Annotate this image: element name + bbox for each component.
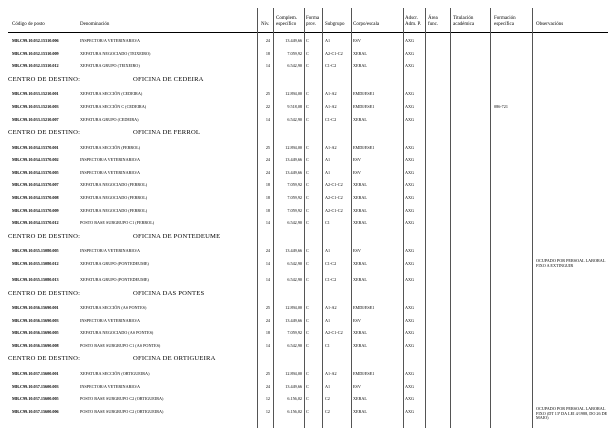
office-name: OFICINA DE ORTIGUEIRA bbox=[133, 355, 216, 363]
col-adscr-header-1: Adscr. bbox=[405, 16, 418, 21]
col-formacion-header-2: específica bbox=[494, 22, 514, 27]
cell-form: C bbox=[306, 207, 309, 213]
cell-subgroup: C1 bbox=[325, 342, 330, 348]
cell-code: MR.C99.10.037.15600.005 bbox=[12, 396, 59, 402]
cell-name: XEFATURA GRUPO (TEIXEIRO) bbox=[80, 63, 140, 69]
cell-level: 25 bbox=[265, 91, 270, 97]
col-titulacion-header-2: académica bbox=[453, 22, 475, 27]
column-divider bbox=[304, 8, 305, 428]
cell-code: MR.C99.10.032.15310.012 bbox=[12, 63, 59, 69]
column-divider bbox=[273, 8, 274, 428]
cell-body: EMDI/ESE1 bbox=[353, 103, 375, 109]
cell-form: C bbox=[306, 50, 309, 56]
cell-name: POSTO BASE SUBGRUPO C1 (AS PONTES) bbox=[80, 342, 161, 348]
cell-adscr: AXG bbox=[405, 342, 415, 348]
cell-adscr: AXG bbox=[405, 396, 415, 402]
cell-complement: 7.059,92 bbox=[287, 207, 302, 213]
table-row bbox=[0, 315, 615, 328]
center-label: CENTRO DE DESTINO: bbox=[8, 289, 81, 297]
cell-code: MR.C99.10.035.15080.005 bbox=[12, 248, 59, 254]
cell-complement: 6.542,90 bbox=[287, 260, 302, 266]
cell-code: MR.C99.10.037.15600.003 bbox=[12, 383, 59, 389]
cell-form: C bbox=[306, 182, 309, 188]
cell-complement: 12.894,00 bbox=[285, 370, 302, 376]
cell-name: INSPECTOR/A VETERINARIO/A bbox=[80, 317, 140, 323]
cell-body: XERAL bbox=[353, 342, 367, 348]
cell-name: XEFATURA NEGOCIADO (AS PONTES) bbox=[80, 330, 154, 336]
cell-code: MR.C99.10.037.15600.001 bbox=[12, 370, 59, 376]
cell-subgroup: C2 bbox=[325, 408, 330, 414]
cell-body: ESV bbox=[353, 383, 361, 389]
section-heading bbox=[8, 75, 204, 83]
cell-complement: 6.542,90 bbox=[287, 220, 302, 226]
cell-body: XERAL bbox=[353, 182, 367, 188]
cell-complement: 7.059,92 bbox=[287, 195, 302, 200]
table-row bbox=[0, 114, 615, 127]
table-row bbox=[0, 274, 615, 287]
cell-name: POSTO BASE SUBGRUPO C2 (ORTIGUEIRA) bbox=[80, 396, 164, 402]
cell-level: 18 bbox=[265, 207, 270, 213]
cell-body: XERAL bbox=[353, 220, 367, 226]
cell-form: C bbox=[306, 305, 309, 310]
col-forma-header-1: Forma bbox=[306, 16, 320, 21]
cell-body: XERAL bbox=[353, 276, 367, 282]
cell-body: EMDI/ESE1 bbox=[353, 91, 375, 97]
cell-name: INSPECTOR/A VETERINARIO/A bbox=[80, 38, 140, 43]
table-row bbox=[0, 192, 615, 205]
cell-adscr: AXG bbox=[405, 220, 415, 226]
table-header bbox=[0, 11, 615, 33]
col-observacions-header: Observacións bbox=[536, 22, 564, 27]
cell-subgroup: A2-C1-C2 bbox=[325, 50, 343, 56]
column-divider bbox=[351, 8, 352, 428]
cell-code: MR.C99.10.035.15080.012 bbox=[12, 260, 59, 266]
cell-level: 14 bbox=[265, 260, 270, 266]
table-row bbox=[0, 142, 615, 155]
column-divider bbox=[322, 8, 323, 428]
table-row bbox=[0, 179, 615, 192]
cell-body: XERAL bbox=[353, 50, 367, 56]
cell-name: XEFATURA NEGOCIADO (FERROL) bbox=[80, 207, 148, 213]
cell-complement: 7.059,92 bbox=[287, 182, 302, 188]
cell-subgroup: A2-C1-C2 bbox=[325, 207, 343, 213]
cell-name: POSTO BASE SUBGRUPO C2 (ORTIGUEIRA) bbox=[80, 408, 164, 414]
cell-adscr: AXG bbox=[405, 317, 415, 323]
cell-name: XEFATURA GRUPO (CEDEIRA) bbox=[80, 116, 139, 122]
cell-code: MR.C99.10.033.15210.001 bbox=[12, 91, 59, 97]
cell-name: XEFATURA NEGOCIADO (FERROL) bbox=[80, 195, 148, 200]
table-row bbox=[0, 381, 615, 394]
cell-form: C bbox=[306, 220, 309, 226]
cell-subgroup: A1-A2 bbox=[325, 91, 337, 97]
cell-code: MR.C99.10.036.15690.005 bbox=[12, 330, 59, 336]
col-formacion-header-1: Formación bbox=[494, 16, 516, 21]
cell-code: MR.C99.10.037.15600.006 bbox=[12, 408, 59, 414]
col-subgrupo-header: Subgrupo bbox=[325, 22, 345, 27]
cell-subgroup: C1-C2 bbox=[325, 276, 337, 282]
cell-complement: 13.449,66 bbox=[285, 157, 302, 163]
cell-form: C bbox=[306, 195, 309, 200]
cell-complement: 6.542,90 bbox=[287, 63, 302, 69]
col-area-header-1: Área bbox=[428, 16, 438, 21]
cell-adscr: AXG bbox=[405, 91, 415, 97]
col-complem-header-2: específico bbox=[276, 22, 297, 27]
cell-subgroup: A1-A2 bbox=[325, 305, 337, 310]
cell-form: C bbox=[306, 103, 309, 109]
cell-subgroup: A1 bbox=[325, 248, 331, 254]
center-label: CENTRO DE DESTINO: bbox=[8, 129, 81, 137]
center-label: CENTRO DE DESTINO: bbox=[8, 232, 81, 240]
cell-subgroup: A2-C1-C2 bbox=[325, 330, 343, 336]
cell-adscr: AXG bbox=[405, 276, 415, 282]
cell-code: MR.C99.10.034.15370.012 bbox=[12, 220, 59, 226]
cell-name: XEFATURA SECCIÓN C (CEDEIRA) bbox=[80, 103, 147, 109]
cell-complement: 13.449,66 bbox=[285, 169, 302, 175]
cell-level: 18 bbox=[265, 195, 270, 200]
cell-body: XERAL bbox=[353, 396, 367, 402]
cell-name: INSPECTOR/A VETERINARIO/A bbox=[80, 248, 140, 254]
cell-observacions: OCUPADO POR PERSOAL LABORAL FIXO A EXTINGUIR bbox=[536, 258, 606, 268]
cell-subgroup: C2 bbox=[325, 396, 330, 402]
cell-form: C bbox=[306, 91, 309, 97]
cell-level: 22 bbox=[265, 103, 270, 109]
cell-form: C bbox=[306, 276, 309, 282]
cell-adscr: AXG bbox=[405, 370, 415, 376]
cell-complement: 6.542,90 bbox=[287, 116, 302, 122]
cell-level: 25 bbox=[265, 144, 270, 150]
office-name: OFICINA DE CEDEIRA bbox=[133, 75, 204, 83]
cell-adscr: AXG bbox=[405, 116, 415, 122]
cell-name: XEFATURA NEGOCIADO (TEIXEIRO) bbox=[80, 50, 151, 56]
table-row bbox=[0, 327, 615, 340]
column-divider bbox=[425, 8, 426, 428]
cell-adscr: AXG bbox=[405, 63, 415, 69]
cell-level: 18 bbox=[265, 50, 270, 56]
cell-complement: 7.059,92 bbox=[287, 330, 302, 336]
cell-level: 24 bbox=[265, 248, 270, 254]
cell-name: XEFATURA SECCIÓN (CEDEIRA) bbox=[80, 91, 143, 97]
cell-code: MR.C99.10.034.15370.007 bbox=[12, 182, 59, 188]
header-divider bbox=[8, 32, 608, 33]
col-complem-header-1: Complem. bbox=[276, 16, 297, 21]
cell-complement: 13.449,66 bbox=[285, 317, 302, 323]
cell-adscr: AXG bbox=[405, 182, 415, 188]
cell-complement: 13.449,66 bbox=[285, 38, 302, 43]
cell-form: C bbox=[306, 63, 309, 69]
cell-form: C bbox=[306, 342, 309, 348]
table-row bbox=[0, 48, 615, 61]
cell-complement: 6.156,02 bbox=[287, 396, 302, 402]
cell-level: 14 bbox=[265, 342, 270, 348]
section-heading bbox=[8, 289, 205, 297]
cell-complement: 7.059,92 bbox=[287, 50, 302, 56]
cell-body: EMDI/ESE1 bbox=[353, 144, 375, 150]
table-row bbox=[0, 101, 615, 114]
cell-adscr: AXG bbox=[405, 157, 415, 163]
cell-subgroup: C1-C2 bbox=[325, 260, 337, 266]
cell-body: XERAL bbox=[353, 330, 367, 336]
table-row bbox=[0, 258, 615, 274]
cell-name: XEFATURA SECCIÓN (ORTIGUEIRA) bbox=[80, 370, 150, 376]
column-divider bbox=[532, 8, 533, 428]
col-codigo-header: Código de posto bbox=[12, 22, 45, 27]
cell-subgroup: A1 bbox=[325, 383, 331, 389]
table-row bbox=[0, 340, 615, 353]
section-heading bbox=[8, 129, 201, 137]
cell-subgroup: C1 bbox=[325, 220, 330, 226]
table-row bbox=[0, 393, 615, 406]
cell-subgroup: C1-C2 bbox=[325, 63, 337, 69]
cell-subgroup: A1-A2 bbox=[325, 103, 337, 109]
cell-subgroup: A1 bbox=[325, 317, 331, 323]
table-row bbox=[0, 154, 615, 167]
cell-level: 25 bbox=[265, 370, 270, 376]
cell-form: C bbox=[306, 370, 309, 376]
cell-code: MR.C99.10.034.15370.008 bbox=[12, 195, 59, 200]
cell-subgroup: A2-C1-C2 bbox=[325, 195, 343, 200]
cell-formacion: 086-721 bbox=[494, 103, 508, 109]
center-label: CENTRO DE DESTINO: bbox=[8, 355, 81, 363]
cell-adscr: AXG bbox=[405, 330, 415, 336]
cell-level: 14 bbox=[265, 116, 270, 122]
cell-form: C bbox=[306, 396, 309, 402]
cell-adscr: AXG bbox=[405, 169, 415, 175]
col-nivel-header: Nív. bbox=[261, 22, 270, 27]
cell-adscr: AXG bbox=[405, 103, 415, 109]
cell-complement: 12.894,00 bbox=[285, 305, 302, 310]
cell-code: MR.C99.10.034.15370.005 bbox=[12, 169, 59, 175]
col-denominacion-header: Denominación bbox=[80, 22, 110, 27]
cell-code: MR.C99.10.034.15370.002 bbox=[12, 157, 59, 163]
cell-form: C bbox=[306, 169, 309, 175]
cell-body: ESV bbox=[353, 169, 361, 175]
cell-body: XERAL bbox=[353, 195, 367, 200]
cell-form: C bbox=[306, 260, 309, 266]
cell-level: 12 bbox=[265, 408, 270, 414]
cell-name: XEFATURA NEGOCIADO (FERROL) bbox=[80, 182, 148, 188]
section-heading bbox=[8, 232, 221, 240]
cell-body: XERAL bbox=[353, 260, 367, 266]
column-divider bbox=[257, 8, 258, 428]
cell-code: MR.C99.10.036.15690.001 bbox=[12, 305, 59, 310]
cell-complement: 6.156,02 bbox=[287, 408, 302, 414]
cell-form: C bbox=[306, 38, 309, 43]
center-label: CENTRO DE DESTINO: bbox=[8, 75, 81, 83]
col-area-header-2: func. bbox=[428, 22, 439, 27]
cell-form: C bbox=[306, 157, 309, 163]
table-row bbox=[0, 245, 615, 258]
cell-subgroup: A1-A2 bbox=[325, 144, 337, 150]
table-row bbox=[0, 217, 615, 230]
cell-name: XEFATURA SECCIÓN (FERROL) bbox=[80, 144, 141, 150]
cell-code: MR.C99.10.032.15310.006 bbox=[12, 38, 59, 43]
col-adscr-header-2: Adm. P. bbox=[405, 22, 421, 27]
cell-body: XERAL bbox=[353, 408, 367, 414]
cell-adscr: AXG bbox=[405, 38, 415, 43]
cell-code: MR.C99.10.033.15210.003 bbox=[12, 103, 59, 109]
cell-body: XERAL bbox=[353, 207, 367, 213]
cell-code: MR.C99.10.034.15370.009 bbox=[12, 207, 59, 213]
cell-name: POSTO BASE SUBGRUPO C1 (FERROL) bbox=[80, 220, 155, 226]
cell-code: MR.C99.10.034.15370.001 bbox=[12, 144, 59, 150]
cell-code: MR.C99.10.033.15210.007 bbox=[12, 116, 59, 122]
section-heading bbox=[8, 355, 216, 363]
cell-adscr: AXG bbox=[405, 408, 415, 414]
cell-code: MR.C99.10.036.15690.003 bbox=[12, 317, 59, 323]
office-name: OFICINA DE FERROL bbox=[133, 129, 201, 137]
cell-body: EMDI/ESE1 bbox=[353, 370, 375, 376]
cell-body: ESV bbox=[353, 157, 361, 163]
cell-code: MR.C99.10.032.15310.009 bbox=[12, 50, 59, 56]
cell-adscr: AXG bbox=[405, 248, 415, 254]
cell-name: INSPECTOR/A VETERINARIO/A bbox=[80, 383, 140, 389]
cell-body: XERAL bbox=[353, 63, 367, 69]
cell-name: XEFATURA GRUPO (PONTEDEUME) bbox=[80, 260, 149, 266]
cell-body: XERAL bbox=[353, 116, 367, 122]
cell-name: INSPECTOR/A VETERINARIO/A bbox=[80, 157, 140, 163]
table-row bbox=[0, 167, 615, 180]
col-forma-header-2: prov. bbox=[306, 22, 317, 27]
cell-level: 14 bbox=[265, 276, 270, 282]
col-titulacion-header-1: Titulación bbox=[453, 16, 474, 21]
cell-form: C bbox=[306, 408, 309, 414]
table-row bbox=[0, 406, 615, 428]
office-name: OFICINA DAS PONTES bbox=[133, 289, 205, 297]
cell-complement: 6.542,90 bbox=[287, 342, 302, 348]
cell-body: EMDI/ESE1 bbox=[353, 305, 375, 310]
table-row bbox=[0, 35, 615, 48]
cell-body: ESV bbox=[353, 317, 361, 323]
cell-form: C bbox=[306, 144, 309, 150]
cell-form: C bbox=[306, 330, 309, 336]
column-divider bbox=[403, 8, 404, 428]
cell-subgroup: A1 bbox=[325, 38, 331, 43]
col-corpo-header: Corpo/escala bbox=[353, 22, 380, 27]
cell-level: 18 bbox=[265, 182, 270, 188]
cell-complement: 12.894,00 bbox=[285, 144, 302, 150]
cell-name: XEFATURA SECCIÓN (AS PONTES) bbox=[80, 305, 147, 310]
cell-complement: 9.518,08 bbox=[287, 103, 302, 109]
cell-complement: 13.449,66 bbox=[285, 248, 302, 254]
cell-adscr: AXG bbox=[405, 260, 415, 266]
cell-adscr: AXG bbox=[405, 207, 415, 213]
cell-adscr: AXG bbox=[405, 305, 415, 310]
cell-level: 18 bbox=[265, 330, 270, 336]
cell-form: C bbox=[306, 248, 309, 254]
cell-level: 24 bbox=[265, 157, 270, 163]
table-row bbox=[0, 302, 615, 315]
cell-adscr: AXG bbox=[405, 383, 415, 389]
cell-subgroup: A2-C1-C2 bbox=[325, 182, 343, 188]
cell-subgroup: A1-A2 bbox=[325, 370, 337, 376]
cell-complement: 12.894,00 bbox=[285, 91, 302, 97]
cell-code: MR.C99.10.035.15080.013 bbox=[12, 276, 59, 282]
table-row bbox=[0, 205, 615, 218]
cell-level: 14 bbox=[265, 220, 270, 226]
cell-body: ESV bbox=[353, 38, 361, 43]
column-divider bbox=[450, 8, 451, 428]
table-row bbox=[0, 60, 615, 73]
cell-subgroup: C1-C2 bbox=[325, 116, 337, 122]
cell-form: C bbox=[306, 383, 309, 389]
cell-form: C bbox=[306, 317, 309, 323]
cell-level: 24 bbox=[265, 317, 270, 323]
cell-complement: 13.449,66 bbox=[285, 383, 302, 389]
cell-body: ESV bbox=[353, 248, 361, 254]
cell-subgroup: A1 bbox=[325, 157, 331, 163]
cell-name: XEFATURA GRUPO (PONTEDEUME) bbox=[80, 276, 149, 282]
cell-name: INSPECTOR/A VETERINARIO/A bbox=[80, 169, 140, 175]
office-name: OFICINA DE PONTEDEUME bbox=[133, 232, 221, 240]
column-divider bbox=[490, 8, 491, 428]
table-row bbox=[0, 88, 615, 101]
cell-adscr: AXG bbox=[405, 50, 415, 56]
cell-level: 12 bbox=[265, 396, 270, 402]
cell-adscr: AXG bbox=[405, 144, 415, 150]
cell-form: C bbox=[306, 116, 309, 122]
cell-code: MR.C99.10.036.15690.008 bbox=[12, 342, 59, 348]
cell-level: 24 bbox=[265, 38, 270, 43]
cell-level: 24 bbox=[265, 169, 270, 175]
cell-level: 25 bbox=[265, 305, 270, 310]
cell-subgroup: A1 bbox=[325, 169, 331, 175]
cell-complement: 6.542,90 bbox=[287, 276, 302, 282]
cell-level: 14 bbox=[265, 63, 270, 69]
cell-observacions: OCUPADO POR PERSOAL LABORAL FIXO (DT 13ª DA LEI 4/1988, DO 26 DE MAIO) bbox=[536, 406, 608, 421]
table-row bbox=[0, 368, 615, 381]
cell-level: 24 bbox=[265, 383, 270, 389]
cell-adscr: AXG bbox=[405, 195, 415, 200]
